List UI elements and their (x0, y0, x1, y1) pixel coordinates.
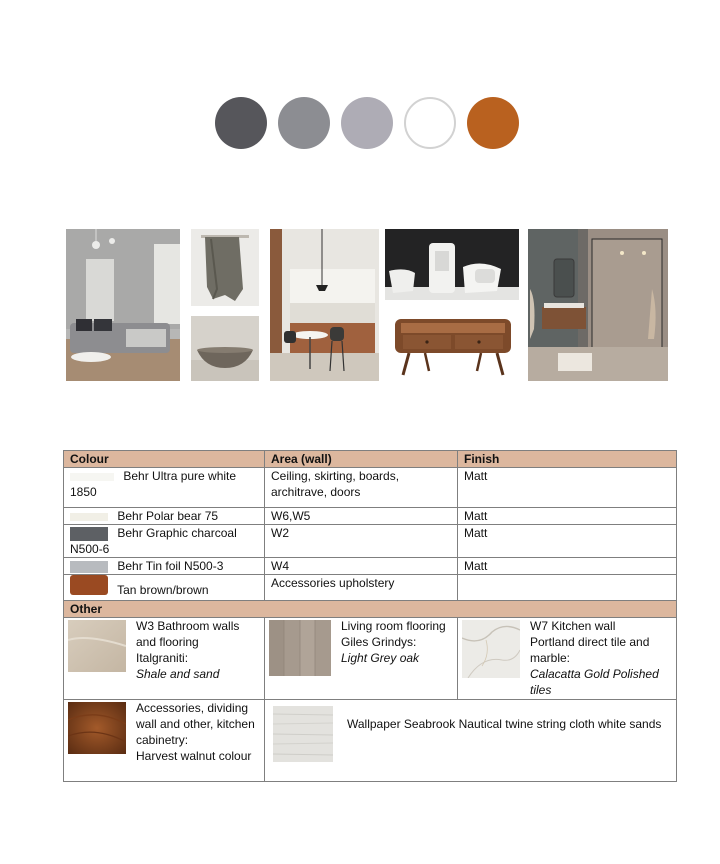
area-cell: W6,W5 (265, 508, 458, 525)
finish-cell: Matt (458, 468, 677, 508)
material-text: Giles Grindys: (341, 635, 417, 649)
table-header-row (64, 451, 677, 468)
table-row (64, 525, 677, 558)
colour-name: Tan brown/brown (117, 583, 209, 598)
material-cell-walnut (64, 700, 265, 782)
colour-cell (64, 508, 265, 525)
header-colour: Colour (64, 451, 265, 468)
material-text: wall and other, kitchen (136, 717, 255, 731)
table-row (64, 575, 677, 601)
table-row (64, 508, 677, 525)
throw-blanket-photo (191, 229, 259, 306)
material-product: Calacatta Gold Polished tiles (530, 667, 659, 697)
colour-cell (64, 558, 265, 575)
material-text: and flooring (136, 635, 199, 649)
area-cell: Accessories upholstery (265, 575, 458, 601)
colour-name: Behr Graphic charcoal (117, 526, 237, 540)
material-text: Accessories, dividing (136, 701, 249, 715)
finish-cell (458, 575, 677, 601)
calacatta-marble-swatch (462, 620, 520, 678)
harvest-walnut-swatch (68, 702, 126, 754)
grey-oak-floor-swatch (269, 620, 331, 676)
header-finish: Finish (458, 451, 677, 468)
area-cell: W2 (265, 525, 458, 558)
kitchen-dining-photo (270, 229, 379, 381)
colour-chip (70, 473, 114, 481)
colour-chip (70, 513, 108, 521)
table-row (64, 558, 677, 575)
material-cell-living-floor (265, 618, 458, 700)
material-product: Shale and sand (136, 667, 220, 681)
table-row (64, 468, 677, 508)
string-cloth-wallpaper-swatch (273, 706, 333, 762)
colour-name: Behr Tin foil N500-3 (117, 559, 224, 573)
shale-sand-tile-swatch (68, 620, 126, 672)
colour-cell (64, 575, 265, 601)
header-area: Area (wall) (265, 451, 458, 468)
colour-code: N500-6 (70, 542, 110, 556)
area-cell: Ceiling, skirting, boards, architrave, doors (265, 468, 458, 508)
walnut-sideboard-photo (385, 309, 519, 381)
finish-cell: Matt (458, 525, 677, 558)
material-text: W7 Kitchen wall (530, 619, 616, 633)
area-cell: W4 (265, 558, 458, 575)
material-text: Wallpaper Seabrook Nautical twine string cloth white sands (347, 717, 662, 731)
other-header-row (64, 601, 677, 618)
colour-name: Behr Ultra pure white (123, 469, 237, 483)
material-text: Italgraniti: (136, 651, 189, 665)
material-text: W3 Bathroom walls (136, 619, 240, 633)
sculptural-chairs-photo (385, 229, 519, 300)
material-text: Living room flooring (341, 619, 446, 633)
colour-code: 1850 (70, 485, 97, 499)
material-row (64, 618, 677, 700)
colour-chip (70, 575, 108, 595)
colour-cell (64, 525, 265, 558)
mood-board (0, 0, 720, 400)
colour-chip (70, 561, 108, 573)
material-cell-wallpaper (265, 700, 677, 782)
colour-chip (70, 527, 108, 541)
colour-name: Behr Polar bear 75 (117, 509, 219, 523)
material-row (64, 700, 677, 782)
finish-cell: Matt (458, 508, 677, 525)
material-cell-kitchen-wall (458, 618, 677, 700)
finish-cell: Matt (458, 558, 677, 575)
material-product: Light Grey oak (341, 651, 420, 665)
material-text: marble: (530, 651, 571, 665)
bathroom-photo (528, 229, 668, 381)
colour-specification-table (63, 450, 677, 782)
material-text: cabinetry: (136, 733, 189, 747)
material-text: Harvest walnut colour (136, 749, 252, 763)
colour-cell (64, 468, 265, 508)
stone-bowl-photo (191, 316, 259, 381)
living-room-photo (66, 229, 180, 381)
material-cell-bathroom (64, 618, 265, 700)
other-header: Other (64, 601, 677, 618)
material-text: Portland direct tile and (530, 635, 650, 649)
